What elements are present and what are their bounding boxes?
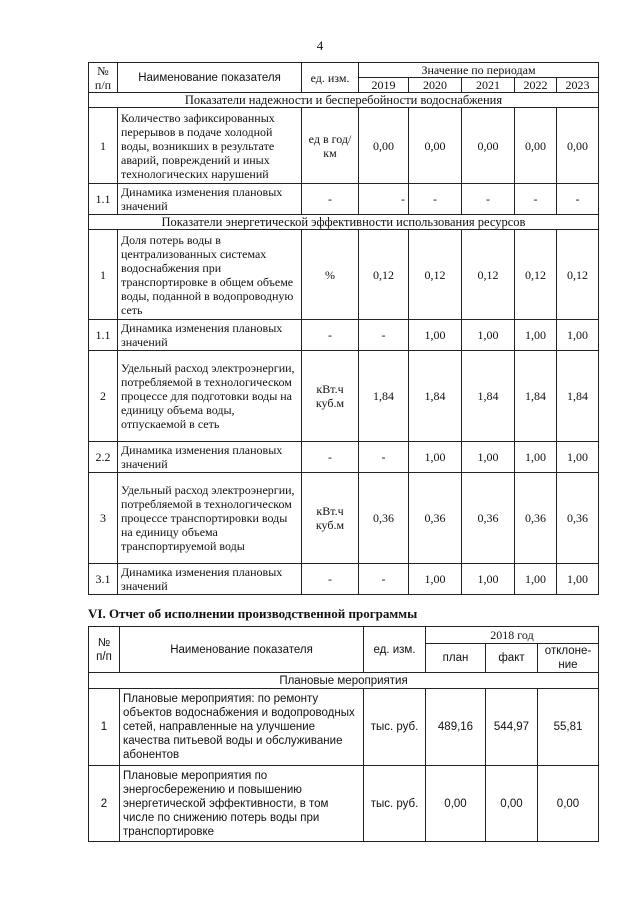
row-value: - <box>409 184 462 215</box>
row-deviation: 55,81 <box>538 689 599 766</box>
row-num: 3 <box>89 473 118 564</box>
table-row <box>89 689 599 766</box>
row-value: 1,84 <box>462 351 515 442</box>
row-name: Динамика изменения плановых значений <box>118 320 302 351</box>
row-value: 1,84 <box>359 351 409 442</box>
row-value: 1,00 <box>557 564 599 595</box>
table-row <box>89 351 599 442</box>
row-value: - <box>359 442 409 473</box>
row-fact: 544,97 <box>486 689 538 766</box>
row-name: Динамика изменения плановых значений <box>118 442 302 473</box>
page-number: 4 <box>316 38 324 53</box>
row-value: 1,00 <box>409 564 462 595</box>
row-name: Плановые мероприятия по энергосбережению и повышению энергетической эффективности, в том числе по снижению потерь воды при транспортировке <box>120 766 364 842</box>
header-num: № п/п <box>89 63 118 93</box>
row-num: 1 <box>89 689 120 766</box>
row-unit: кВт.ч куб.м <box>302 473 359 564</box>
table-row <box>89 473 599 564</box>
row-unit: - <box>302 564 359 595</box>
row-plan: 0,00 <box>426 766 486 842</box>
header-periods: Значение по периодам <box>359 63 599 78</box>
row-value: 1,00 <box>462 564 515 595</box>
header-unit: ед. изм. <box>302 63 359 93</box>
row-unit: тыс. руб. <box>364 689 426 766</box>
row-value: 0,12 <box>515 230 557 320</box>
row-value: 0,12 <box>409 230 462 320</box>
row-value: 1,00 <box>557 320 599 351</box>
row-unit: - <box>302 184 359 215</box>
section-reliability: Показатели надежности и бесперебойности водоснабжения <box>89 93 599 108</box>
table-row <box>89 320 599 351</box>
table-row <box>89 230 599 320</box>
row-unit: кВт.ч куб.м <box>302 351 359 442</box>
row-num: 3.1 <box>89 564 118 595</box>
row-value: 0,36 <box>462 473 515 564</box>
program-report-table <box>88 626 599 842</box>
row-value: 0,00 <box>409 108 462 184</box>
row-num: 1.1 <box>89 320 118 351</box>
row-name: Удельный расход электроэнергии, потребляемой в технологическом процессе транспортировки воды на единицу объема транспортируемой воды <box>118 473 302 564</box>
row-value: 0,36 <box>557 473 599 564</box>
row-num: 2.2 <box>89 442 118 473</box>
row-plan: 489,16 <box>426 689 486 766</box>
row-value: - <box>515 184 557 215</box>
row-value: 1,84 <box>557 351 599 442</box>
row-unit: тыс. руб. <box>364 766 426 842</box>
header-year: 2018 год <box>426 627 599 644</box>
table-row <box>89 442 599 473</box>
row-value: 0,36 <box>515 473 557 564</box>
row-value: - <box>359 320 409 351</box>
row-num: 2 <box>89 766 120 842</box>
row-name: Плановые мероприятия: по ремонту объектов водоснабжения и водопроводных сетей, направленные на улучшение качества питьевой воды и обслуживание абонентов <box>120 689 364 766</box>
row-unit: % <box>302 230 359 320</box>
header-fact: факт <box>486 644 538 673</box>
row-num: 1 <box>89 108 118 184</box>
row-value: 1,00 <box>409 442 462 473</box>
row-value: 1,00 <box>462 442 515 473</box>
header-year: 2021 <box>462 78 515 93</box>
row-name: Динамика изменения плановых значений <box>118 184 302 215</box>
header-name: Наименование показателя <box>120 627 364 673</box>
header-num: № п/п <box>89 627 120 673</box>
row-value: 0,36 <box>409 473 462 564</box>
row-deviation: 0,00 <box>538 766 599 842</box>
row-name: Удельный расход электроэнергии, потребляемой в технологическом процессе для подготовки воды на единицу объема воды, отпускаемой в сеть <box>118 351 302 442</box>
row-unit: - <box>302 320 359 351</box>
row-num: 2 <box>89 351 118 442</box>
row-value: 1,00 <box>409 320 462 351</box>
row-value: 0,12 <box>359 230 409 320</box>
row-value: 0,12 <box>462 230 515 320</box>
table-row <box>89 766 599 842</box>
row-fact: 0,00 <box>486 766 538 842</box>
row-value: 0,00 <box>557 108 599 184</box>
row-unit: ед в год/ км <box>302 108 359 184</box>
header-year: 2022 <box>515 78 557 93</box>
row-value: 0,12 <box>557 230 599 320</box>
row-name: Доля потерь воды в централизованных системах водоснабжения при транспортировке в общем объеме воды, поданной в водопроводную сеть <box>118 230 302 320</box>
indicators-table <box>88 62 599 595</box>
row-num: 1 <box>89 230 118 320</box>
row-value: - <box>557 184 599 215</box>
section-energy: Показатели энергетической эффективности использования ресурсов <box>89 215 599 230</box>
row-value: 0,00 <box>515 108 557 184</box>
row-value: - <box>359 564 409 595</box>
row-value: 1,84 <box>515 351 557 442</box>
row-name: Количество зафиксированных перерывов в подаче холодной воды, возникших в результате аварий, повреждений и иных технологических нарушений <box>118 108 302 184</box>
row-value: 1,00 <box>515 564 557 595</box>
section-planned-measures: Плановые мероприятия <box>89 673 599 689</box>
table-row <box>89 108 599 184</box>
header-year: 2020 <box>409 78 462 93</box>
row-value: 0,00 <box>359 108 409 184</box>
row-value: 0,00 <box>462 108 515 184</box>
table-row <box>89 184 599 215</box>
table-row <box>89 564 599 595</box>
header-name: Наименование показателя <box>118 63 302 93</box>
row-name: Динамика изменения плановых значений <box>118 564 302 595</box>
row-value: 1,00 <box>462 320 515 351</box>
row-value: 0,36 <box>359 473 409 564</box>
header-year: 2019 <box>359 78 409 93</box>
row-value: 1,00 <box>515 442 557 473</box>
row-value: 1,00 <box>515 320 557 351</box>
header-plan: план <box>426 644 486 673</box>
section-heading: VI. Отчет об исполнении производственной программы <box>88 606 418 621</box>
row-value: - <box>359 184 409 215</box>
header-deviation: отклоне-ние <box>538 644 599 673</box>
row-value: - <box>462 184 515 215</box>
row-value: 1,84 <box>409 351 462 442</box>
row-value: 1,00 <box>557 442 599 473</box>
row-unit: - <box>302 442 359 473</box>
header-year: 2023 <box>557 78 599 93</box>
header-unit: ед. изм. <box>364 627 426 673</box>
row-num: 1.1 <box>89 184 118 215</box>
